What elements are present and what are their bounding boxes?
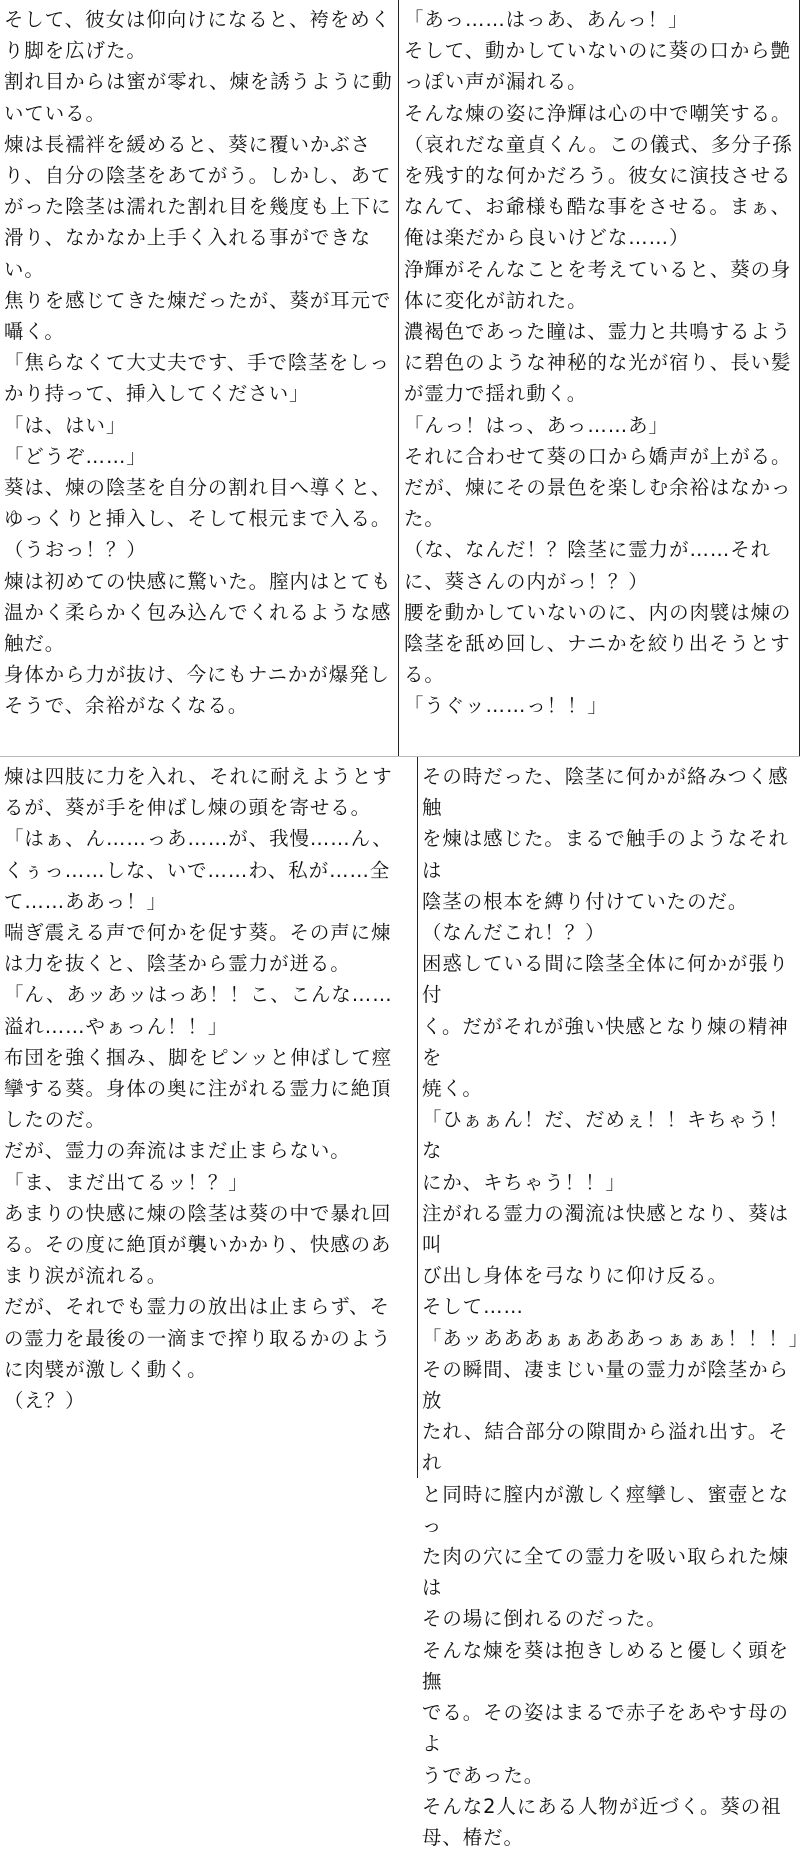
- paragraph: 「ん、あッあッはっあ！！こ、こんな…… 溢れ……やぁっん！！」: [4, 983, 393, 1038]
- text-panel-top-left: [0, 0, 397, 755]
- paragraph: だが、それでも霊力の放出は止まらず、そ の霊力を最後の一滴まで搾り取るかのよう に肉襞が激しく動く。: [4, 1295, 392, 1381]
- divider-vertical-top: [398, 0, 399, 757]
- paragraph: 割れ目からは蜜が零れ、煉を誘うように動 いている。: [4, 70, 393, 125]
- paragraph: 「はぁ、ん……っあ……が、我慢……ん、 くぅっ……しな、いで……わ、私が……全 て……ああっ！」: [4, 827, 393, 913]
- paragraph: 葵は、煉の陰茎を自分の割れ目へ導くと、 ゆっくりと挿入し、そして根元まで入る。: [4, 476, 392, 531]
- paragraph: 「どうぞ……」: [4, 444, 147, 468]
- paragraph: 喘ぎ震える声で何かを促す葵。その声に煉 は力を抜くと、陰茎から霊力が迸る。: [4, 921, 392, 976]
- paragraph: 「ま、まだ出てるッ！？」: [4, 1170, 249, 1194]
- paragraph: （え？）: [4, 1389, 86, 1413]
- paragraph: そして、彼女は仰向けになると、袴をめく り脚を広げた。: [4, 8, 392, 63]
- text-panel-top-right: [400, 0, 800, 755]
- paragraph: 腰を動かしていないのに、内の肉襞は煉の 陰茎を舐め回し、ナニかを絞り出そうとす る。: [404, 600, 792, 687]
- paragraph: 煉は四肢に力を入れ、それに耐えようとす るが、葵が手を伸ばし煉の頭を寄せる。: [4, 765, 393, 820]
- paragraph: そして、動かしていないのに葵の口から艶 っぽい声が漏れる。: [404, 39, 792, 94]
- paragraph: （哀れだな童貞くん。この儀式、多分子孫 を残す的な何かだろう。彼女に演技させる なんて、お爺様も酷な事をさせる。まぁ、 俺は楽だから良いけどな……）: [404, 132, 793, 250]
- paragraph: 「あっ……はっあ、あんっ！」: [404, 8, 689, 31]
- paragraph: 「あッあああぁぁあああっぁぁぁ！！！」: [422, 1326, 809, 1350]
- paragraph: 「うぐッ……っ！！」: [404, 694, 608, 718]
- paragraph: そんな2人にある人物が近づく。葵の祖 母、椿だ。: [422, 1794, 782, 1849]
- paragraph: その瞬間、凄まじい量の霊力が陰茎から放 たれ、結合部分の隙間から溢れ出す。それ と同時に膣内が激しく痙攣し、蜜壺となっ た肉の穴に全ての霊力を吸い取られた煉は その場に倒れるのだった。: [422, 1357, 790, 1631]
- paragraph: あまりの快感に煉の陰茎は葵の中で暴れ回 る。その度に絶頂が襲いかかり、快感のあ まり涙が流れる。: [4, 1201, 392, 1288]
- paragraph: 布団を強く掴み、脚をピンッと伸ばして痙 攣する葵。身体の奥に注がれる霊力に絶頂 したのだ。: [4, 1045, 393, 1132]
- text-panel-bottom-left: [0, 757, 416, 1478]
- paragraph: 困惑している間に陰茎全体に何かが張り付 く。だがそれが強い快感となり煉の精神を 焼く。: [422, 952, 790, 1101]
- divider-vertical-top-right-edge: [799, 0, 800, 757]
- paragraph: それに合わせて葵の口から嬌声が上がる。: [404, 444, 792, 468]
- paragraph: その時だった、陰茎に何かが絡みつく感触 を煉は感じた。まるで触手のようなそれは 陰茎の根本を縛り付けていたのだ。: [422, 765, 789, 913]
- paragraph: 「は、はい」: [4, 413, 127, 437]
- paragraph: 注がれる霊力の濁流は快感となり、葵は叫 び出し身体を弓なりに仰け反る。: [422, 1201, 790, 1288]
- paragraph: 濃褐色であった瞳は、霊力と共鳴するよう に碧色のような神秘的な光が宿り、長い髪 が霊力で揺れ動く。: [404, 320, 792, 406]
- paragraph: 焦りを感じてきた煉だったが、葵が耳元で 囁く。: [4, 288, 392, 344]
- paragraph: そんな煉の姿に浄輝は心の中で嘲笑する。: [404, 101, 792, 125]
- paragraph: そんな煉を葵は抱きしめると優しく頭を撫 でる。その姿はまるで赤子をあやす母のよ うであった。: [422, 1638, 790, 1787]
- paragraph: そして……: [422, 1295, 524, 1319]
- paragraph: 「焦らなくて大丈夫です、手で陰茎をしっ かり持って、挿入してください」: [4, 351, 390, 406]
- paragraph: （うおっ！？）: [4, 538, 147, 562]
- paragraph: 「んっ！はっ、あっ……あ」: [404, 413, 669, 437]
- paragraph: 煉は長襦袢を緩めると、葵に覆いかぶさ り、自分の陰茎をあてがう。しかし、あて がった陰茎は濡れた割れ目を幾度も上下に 滑り、なかなか上手く入れる事ができな い。: [4, 132, 392, 281]
- paragraph: （なんだこれ！？）: [422, 921, 606, 945]
- paragraph: だが、霊力の奔流はまだ止まらない。: [4, 1139, 351, 1163]
- text-panel-bottom-right: [418, 757, 809, 1849]
- paragraph: だが、煉にその景色を楽しむ余裕はなかっ た。: [404, 476, 792, 531]
- paragraph: 身体から力が抜け、今にもナニかが爆発し そうで、余裕がなくなる。: [4, 663, 390, 718]
- paragraph: 浄輝がそんなことを考えていると、葵の身 体に変化が訪れた。: [404, 257, 792, 312]
- paragraph: 煉は初めての快感に驚いた。膣内はとても 温かく柔らかく包み込んでくれるような感 触だ。: [4, 569, 392, 656]
- paragraph: （な、なんだ！？陰茎に霊力が……それ に、葵さんの内がっ！？）: [404, 538, 772, 593]
- paragraph: 「ひぁぁん！だ、だめぇ！！キちゃう！な にか、キちゃう！！」: [422, 1108, 789, 1194]
